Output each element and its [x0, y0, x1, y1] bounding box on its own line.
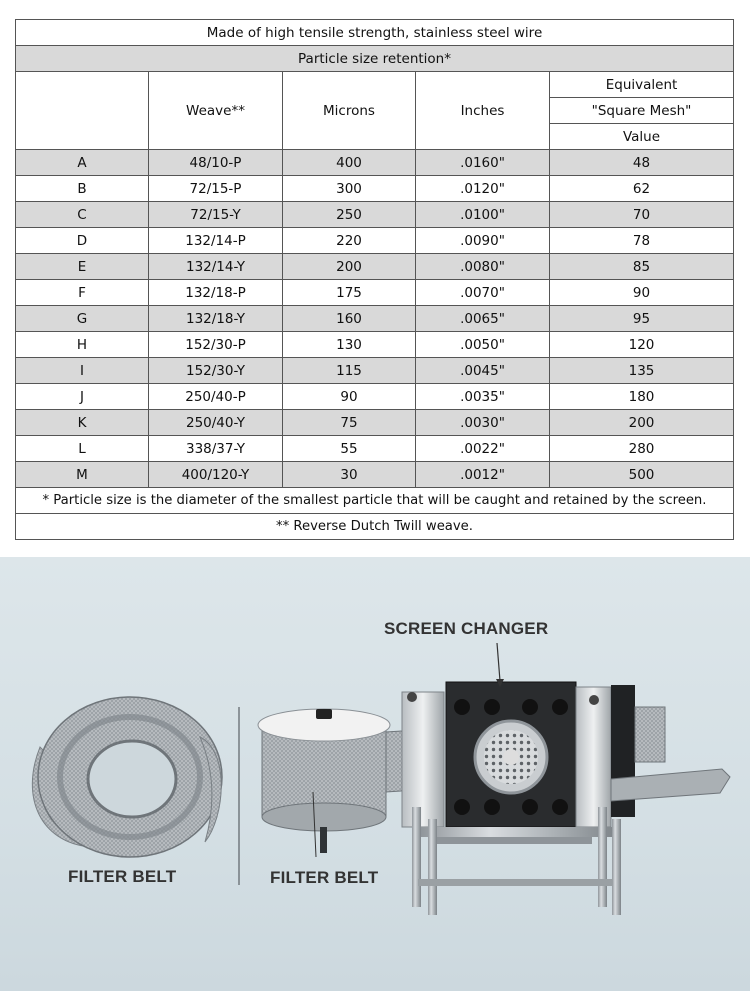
cell-inches: .0012" — [416, 462, 550, 488]
cell-mesh: 180 — [550, 384, 734, 410]
screen-changer-machine-icon — [402, 643, 730, 915]
cell-grade: F — [16, 280, 149, 306]
cell-microns: 220 — [283, 228, 416, 254]
section-header-row — [16, 46, 734, 72]
cell-grade: A — [16, 150, 149, 176]
table-row — [16, 410, 734, 436]
cell-microns: 175 — [283, 280, 416, 306]
cell-microns: 130 — [283, 332, 416, 358]
cell-mesh: 62 — [550, 176, 734, 202]
product-illustration — [0, 557, 750, 991]
grade-column-header — [16, 72, 149, 150]
cell-inches: .0065" — [416, 306, 550, 332]
particle-retention-table-wrap — [15, 19, 733, 540]
cell-grade: G — [16, 306, 149, 332]
section-header: Particle size retention* — [16, 46, 734, 72]
table-row — [16, 280, 734, 306]
cell-weave: 132/18-Y — [149, 306, 283, 332]
filter-belt-roll-icon — [32, 697, 222, 857]
cell-inches: .0045" — [416, 358, 550, 384]
cell-microns: 160 — [283, 306, 416, 332]
cell-mesh: 85 — [550, 254, 734, 280]
cell-inches: .0022" — [416, 436, 550, 462]
equivalent-header: Equivalent — [550, 72, 734, 98]
cell-grade: K — [16, 410, 149, 436]
particle-retention-table — [15, 19, 734, 540]
cell-grade: D — [16, 228, 149, 254]
cell-mesh: 120 — [550, 332, 734, 358]
screen-changer-label: SCREEN CHANGER — [384, 619, 549, 638]
cell-microns: 400 — [283, 150, 416, 176]
cell-weave: 132/14-P — [149, 228, 283, 254]
material-header-row — [16, 20, 734, 46]
cell-inches: .0160" — [416, 150, 550, 176]
column-header-row — [16, 72, 734, 98]
microns-column-header: Microns — [283, 72, 416, 150]
cell-grade: E — [16, 254, 149, 280]
table-row — [16, 254, 734, 280]
table-row — [16, 384, 734, 410]
cell-weave: 48/10-P — [149, 150, 283, 176]
cell-microns: 300 — [283, 176, 416, 202]
filter-belt-right-label: FILTER BELT — [270, 868, 379, 887]
table-row — [16, 202, 734, 228]
cell-mesh: 200 — [550, 410, 734, 436]
footnote-row — [16, 488, 734, 514]
weave-column-header: Weave** — [149, 72, 283, 150]
square-mesh-header: "Square Mesh" — [550, 98, 734, 124]
table-row — [16, 332, 734, 358]
cell-weave: 152/30-P — [149, 332, 283, 358]
table-row — [16, 462, 734, 488]
cell-inches: .0100" — [416, 202, 550, 228]
table-row — [16, 358, 734, 384]
cell-microns: 115 — [283, 358, 416, 384]
table-row — [16, 436, 734, 462]
cell-microns: 250 — [283, 202, 416, 228]
cell-inches: .0050" — [416, 332, 550, 358]
table-row — [16, 306, 734, 332]
cell-microns: 30 — [283, 462, 416, 488]
cell-microns: 90 — [283, 384, 416, 410]
cell-grade: B — [16, 176, 149, 202]
cell-weave: 72/15-P — [149, 176, 283, 202]
inches-column-header: Inches — [416, 72, 550, 150]
cell-mesh: 78 — [550, 228, 734, 254]
footnote-particle-size: * Particle size is the diameter of the smallest particle that will be caught and retained by the screen. — [16, 488, 734, 514]
illustration-drawing — [0, 557, 750, 991]
cell-grade: J — [16, 384, 149, 410]
filter-belt-left-label: FILTER BELT — [68, 867, 177, 886]
value-header: Value — [550, 124, 734, 150]
cell-mesh: 48 — [550, 150, 734, 176]
cell-microns: 75 — [283, 410, 416, 436]
cell-mesh: 500 — [550, 462, 734, 488]
cell-weave: 400/120-Y — [149, 462, 283, 488]
cell-mesh: 70 — [550, 202, 734, 228]
material-header: Made of high tensile strength, stainless steel wire — [16, 20, 734, 46]
cell-microns: 200 — [283, 254, 416, 280]
cell-weave: 132/14-Y — [149, 254, 283, 280]
cell-microns: 55 — [283, 436, 416, 462]
cell-inches: .0090" — [416, 228, 550, 254]
cell-mesh: 135 — [550, 358, 734, 384]
cell-inches: .0030" — [416, 410, 550, 436]
cell-grade: C — [16, 202, 149, 228]
cell-inches: .0120" — [416, 176, 550, 202]
cell-weave: 152/30-Y — [149, 358, 283, 384]
cell-weave: 250/40-P — [149, 384, 283, 410]
cell-mesh: 95 — [550, 306, 734, 332]
table-row — [16, 176, 734, 202]
table-row — [16, 150, 734, 176]
cell-mesh: 280 — [550, 436, 734, 462]
cell-grade: I — [16, 358, 149, 384]
cell-inches: .0035" — [416, 384, 550, 410]
cell-grade: H — [16, 332, 149, 358]
table-row — [16, 228, 734, 254]
cell-weave: 338/37-Y — [149, 436, 283, 462]
cell-grade: M — [16, 462, 149, 488]
cell-weave: 132/18-P — [149, 280, 283, 306]
cell-inches: .0070" — [416, 280, 550, 306]
cell-weave: 72/15-Y — [149, 202, 283, 228]
cell-weave: 250/40-Y — [149, 410, 283, 436]
footnote-row — [16, 514, 734, 540]
cell-inches: .0080" — [416, 254, 550, 280]
cell-mesh: 90 — [550, 280, 734, 306]
footnote-weave: ** Reverse Dutch Twill weave. — [16, 514, 734, 540]
cell-grade: L — [16, 436, 149, 462]
